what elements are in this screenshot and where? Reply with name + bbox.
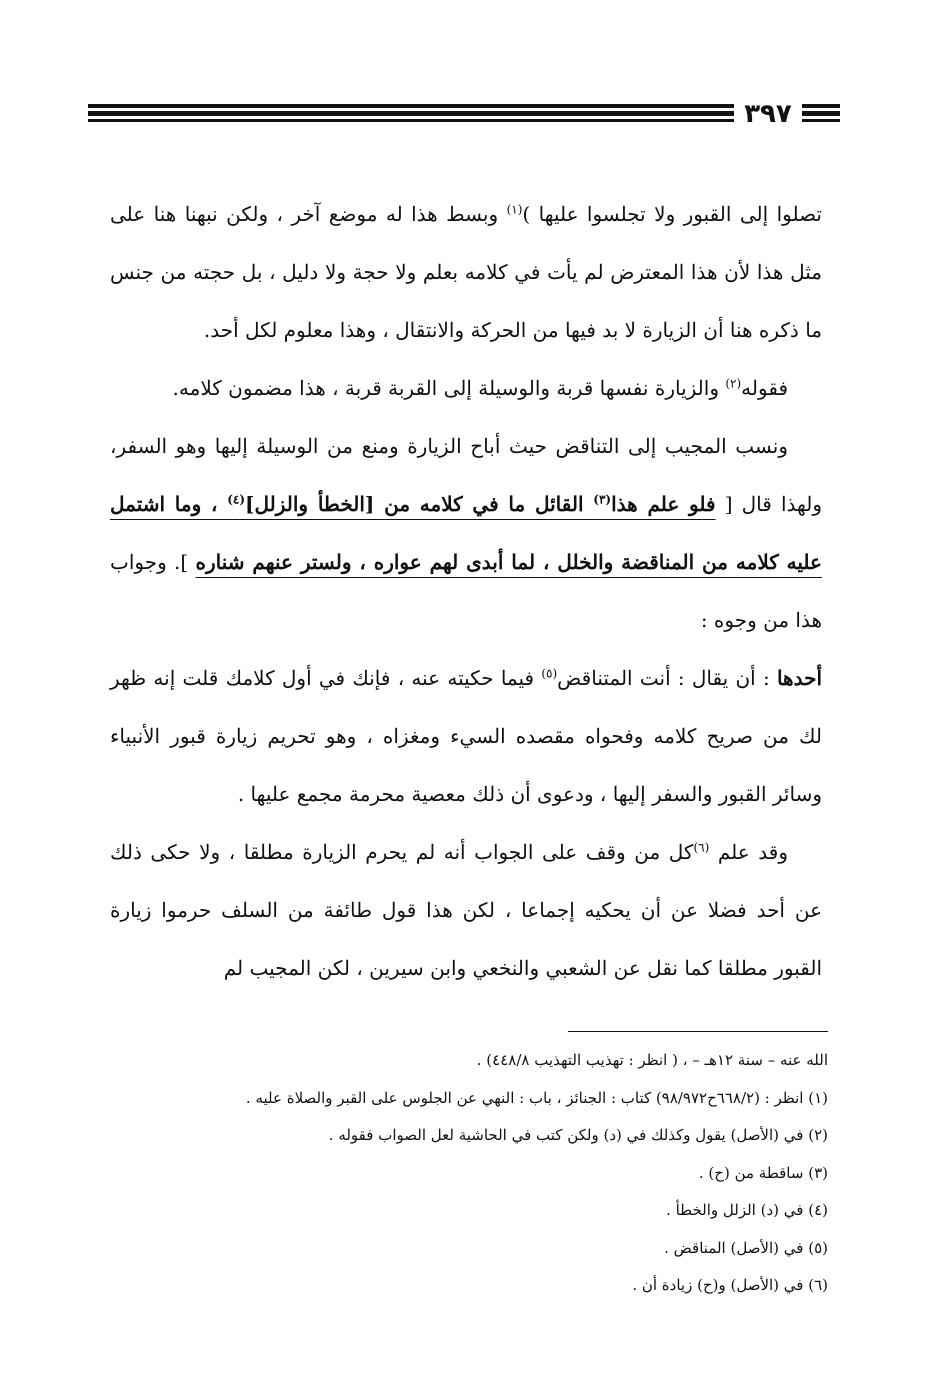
footnote-ref-2: (٢) xyxy=(725,376,742,391)
footnote-ref-6: (٦) xyxy=(693,840,710,855)
footnote-ref-1: (١) xyxy=(506,202,523,217)
header-rule-right xyxy=(802,104,840,124)
footnote-3: (٣) ساقطة من (ح) . xyxy=(698,1163,828,1182)
footnote-ref-4: (٤) xyxy=(227,492,246,507)
paragraph-4: أحدها : أن يقال : أنت المتناقض$^{(٥)}$ فيما حكيته عنه ، فإنك في أول كلامك قلت إنه ظهر لك من صريح كلامه وفحواه مقصده السيء ومغزاه ، وهو تحريم زيارة قبور الأنبياء وسائر القبور والسفر إليها ، ودعوى أن ذلك معصية محرمة مجمع عليها . xyxy=(110,666,823,806)
quoted-passage: فلو علم هذا$^{(٣)}$ القائل ما في كلامه من [الخطأ والزلل]$^{(٤)}$ ، وما اشتمل عليه كلامه من المناقضة والخلل ، لما أبدى لهم عواره ، ولستر عنهم شناره xyxy=(110,492,822,574)
footnote-6: (٦) في (الأصل) و(ح) زيادة أن . xyxy=(632,1276,828,1294)
page-number: ٣٩٧ xyxy=(744,99,792,129)
header-rule-left xyxy=(88,104,734,124)
paragraph-5: وقد علم $^{(٦)}$كل من وقف على الجواب أنه لم يحرم الزيارة مطلقا ، ولا حكى ذلك عن أحد فضلا عن أن يحكيه إجماعا ، لكن هذا قول طائفة من السلف حرموا زيارة القبور مطلقا كما نقل عن الشعبي والنخعي وابن سيرين ، لكن المجيب لم xyxy=(110,840,823,980)
paragraph-3: ونسب المجيب إلى التناقض حيث أباح الزيارة ومنع من الوسيلة إليها وهو السفر، ولهذا قال [ فلو علم هذا$^{(٣)}$ القائل ما في كلامه من [الخطأ والزلل]$^{(٤)}$ ، وما اشتمل عليه كلامه من المناقضة والخلل ، لما أبدى لهم عواره ، ولستر عنهم شناره ]. وجواب هذا من وجوه : xyxy=(110,434,822,632)
body-text xyxy=(110,185,822,997)
footnote-5: (٥) في (الأصل) المناقض . xyxy=(664,1238,828,1257)
paragraph-1: تصلوا إلى القبور ولا تجلسوا عليها )$^{(١)}$ وبسط هذا له موضع آخر ، ولكن نبهنا هنا على مثل هذا لأن هذا المعترض لم يأت في كلامه بعلم ولا حجة ولا دليل ، بل حجته من جنس ما ذكره هنا أن الزيارة لا بد فيها من الحركة والانتقال ، وهذا معلوم لكل أحد. xyxy=(110,202,822,342)
footnotes xyxy=(118,1042,828,1305)
footnote-1: (١) انظر : (٦٦٨/٢ح٩٨/٩٧٢) كتاب : الجنائز ، باب : النهي عن الجلوس على القبر والصلاة عليه . xyxy=(245,1088,828,1107)
footnote-4: (٤) في (د) الزلل والخطأ . xyxy=(666,1201,828,1219)
paragraph-4-lead: أحدها xyxy=(776,666,823,690)
footnote-2: (٢) في (الأصل) يقول وكذلك في (د) ولكن كتب في الحاشية لعل الصواب فقوله . xyxy=(328,1126,828,1144)
footnote-continuation: الله عنه – سنة ١٢هـ – ، ( انظر : تهذيب التهذيب ٤٤٨/٨) . xyxy=(476,1051,828,1069)
footnote-separator xyxy=(568,1031,828,1032)
footnote-ref-5: (٥) xyxy=(541,666,558,681)
page-header xyxy=(88,98,840,130)
paragraph-2: فقوله$^{(٢)}$ والزيارة نفسها قربة والوسيلة إلى القربة قربة ، هذا مضمون كلامه. xyxy=(172,376,788,400)
footnote-ref-3: (٣) xyxy=(593,492,612,507)
